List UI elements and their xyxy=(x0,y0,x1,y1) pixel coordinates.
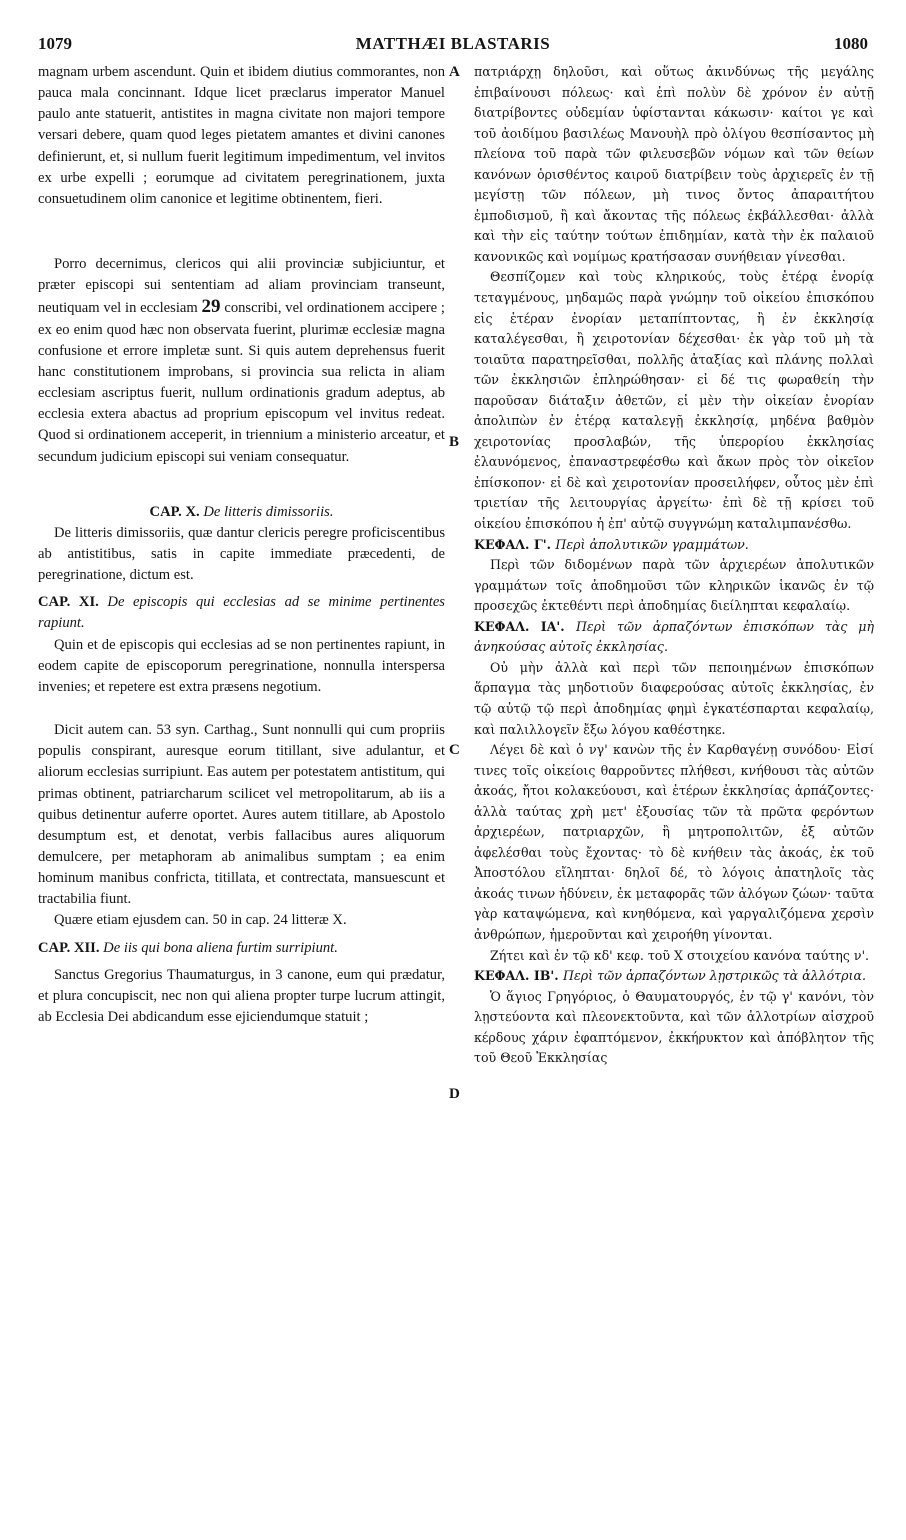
column-number: 29 xyxy=(201,296,221,318)
latin-paragraph-1: magnam urbem ascendunt. Quin et ibidem diutius commorantes, non pauca mala concinnant. Idque licet præclarus imperator Manuel paulo ante statuerit, antistites in magna civitate non majori tempore versari debere, quam quod leges pietatem amantes et divini canones definierunt, et, si nullum fuerit legitimum impedimentum, vel invitos ex urbe expelli ; eorumque ad civitatem peregrinationem, juxta consuetudinem olim canonice et legitime obtinentem, fieri. xyxy=(38,64,445,207)
latin-paragraph-5: Dicit autem can. 53 syn. Carthag., Sunt nonnulli qui cum propriis populis conspirant, auresque eorum titillant, sive adulantur, et aliorum ecclesias surripiunt. Eas autem per potestatem antistitum, qui primas obtinent, patriarcharum scilicet vel metropolitarum, ab iis a quibus detinentur auferre oportet. Aures autem titillare, ab Apostolo desumptum est, et denotat, verbis fallacibus aures aliquorum demulcere, per metaphoram ab animalibus sumptam ; ea enim hominum manibus confricta, titillata, et contrectata, mansuescunt et tractabilia fiunt. xyxy=(38,722,445,908)
page-number-right: 1080 xyxy=(834,34,868,53)
latin-paragraph-6: Quære etiam ejusdem can. 50 in cap. 24 litteræ X. xyxy=(54,912,347,929)
greek-column xyxy=(474,62,874,1520)
chapter-12-heading: CAP. XII. De iis qui bona aliena furtim surripiunt. xyxy=(38,939,338,956)
greek-paragraph-2: Θεσπίζομεν καὶ τοὺς κληρικούς, τοὺς ἑτέρᾳ ἐνορίᾳ τεταγμένους, μηδαμῶς παρὰ γνώμην τοῦ οἰκείου ἐπισκόπου εἰς ἑτέραν ἐνορίαν μεταπίπτοντας, ἢ ἐν ἐκκλησίᾳ καταλέγεσθαι, ἢ χειροτονίαν δέχεσθαι· ἐκ γὰρ τοῦ μὴ τὰ τοιαῦτα παρατηρεῖσθαι, πολλῆς ἀταξίας καὶ πλάνης πολλαὶ τῶν ἐκκλησιῶν ἐπληρώθησαν· εἰ δέ τις φωραθείη τὴν παροῦσαν διάταξιν ἀθετῶν, εἰ μὲν τὴν οἰκείαν ἐνορίαν ἀπολιπὼν ἐν ἑτέρᾳ καταλεγῇ ἐκκλησίᾳ, μηδένα βαθμὸν χειροτονίας προσλαβών, τῆς ὑπερορίου ἐκκλησίας ἐλαυνόμενος, ἐπαναστρεφέσθω καὶ ἄκων πρὸς τὸν οἰκεῖον ἐπίσκοπον· εἰ δὲ καὶ χειροτονίαν προσειλήφεν, οὗτος μὲν ἐπὶ τριετίαν τῆς λειτουργίας ἀργείτω· ἐπὶ δὲ τῇ κρίσει τοῦ οἰκείου ἐπισκόπου ἡ ἐπ' αὐτῷ συγγνώμη καταλιμπανέσθω. xyxy=(474,269,874,532)
greek-paragraph-4: Οὐ μὴν ἀλλὰ καὶ περὶ τῶν πεποιημένων ἐπισκόπων ἅρπαγμα τὰς μηδοτιοῦν διαφερούσας αὐτοῖς ἐκκλησίας, ἐν τῷ αὐτῷ τῷ περὶ ἀποδημίας φημὶ ἐγκατέσπαρται κεφαλαίῳ, καὶ παλιλλογεῖν ἔξω λόγου καθέστηκε. xyxy=(474,659,874,737)
kefalaion-11-heading: ΚΕΦΑΛ. ΙΑ'. Περὶ τῶν ἁρπαζόντων ἐπισκόπων τὰς μὴ ἀνηκούσας αὐτοῖς ἐκκλησίας. xyxy=(474,618,874,655)
latin-paragraph-4: Quin et de episcopis qui ecclesias ad se non pertinentes rapiunt, in eodem capite de episcoporum peregrinatione, nonnulla interspersa invenies; et repetere est extra præsens negotium. xyxy=(38,636,445,695)
greek-paragraph-5: Λέγει δὲ καὶ ὁ νγ' κανὼν τῆς ἐν Καρθαγένῃ συνόδου· Εἰσί τινες τοῖς οἰκείοις θαρροῦντες πλήθεσι, κνήθουσι τὰς αὐτῶν ἀκοάς, ἤτοι κολακεύουσι, καὶ ἑτέρων ἐκκλησίας ἁρπάζοντες· ἀλλὰ ταύτας χρὴ μετ' ἐξουσίας τῶν τὰ πρῶτα φερόντων ἀρχιερέων, πατριαρχῶν, ἢ μητροπολιτῶν, ἐξ αὐτῶν ἀφελέσθαι τοὺς ἔχοντας· τὸ δὲ κνήθειν τὰς ἀκοάς, ἐκ τοῦ Ἀποστόλου εἴληπται· δηλοῖ δέ, τὸ λόγοις ἀπατηλοῖς τὰς ἀκοάς τινων ἡδύνειν, ἐκ μεταφορᾶς τῶν ἀλόγων ζώων· ταῦτα γὰρ καταψώμενα, καὶ κνηθόμενα, καὶ γαργαλιζόμενα χερσὶν ἀνθρώπων, ἡμεροῦνται καὶ χειροήθη γίνονται. xyxy=(474,742,874,942)
margin-letter-d: D xyxy=(449,1086,460,1102)
latin-paragraph-2: Porro decernimus, clericos qui alii provinciæ subjiciuntur, et præter episcopi sui sententiam ad aliam provinciam transeunt, neutiquam vel in ecclesiam 29 conscribi, vel ordinationem accipere ; ex eo enim quod hæc non observata fuerint, plurimæ ecclesiæ magna confusione et errore impletæ sunt. Si quis autem deprehensus fuerit hanc constitutionem improbans, si provincia sua relicta in aliam ecclesiam ascriptus fuerit, nullum ordinationis gradum adeptus, ab ecclesia extera abactus ad proprium episcopum vel invitus redeat. Quod si ordinationem acceperit, in triennium a ministerio arceatur, et secundum judicium episcopi sui veniam consequatur. xyxy=(38,256,445,465)
kefalaion-12-heading: ΚΕΦΑΛ. ΙΒ'. Περὶ τῶν ἁρπαζόντων λῃστρικῶς τὰ ἀλλότρια. xyxy=(474,968,866,984)
greek-paragraph-6: Ζήτει καὶ ἐν τῷ κδ' κεφ. τοῦ Χ στοιχείου κανόνα ταύτης ν'. xyxy=(490,947,870,963)
chapter-10-heading: CAP. X. De litteris dimissoriis. xyxy=(149,503,334,520)
greek-paragraph-3: Περὶ τῶν διδομένων παρὰ τῶν ἀρχιερέων ἀπολυτικῶν γραμμάτων τοῖς ἀποδημοῦσι τῶν κληρικῶν ἱκανῶς ἐν τῷ προσεχῶς ἐκτεθέντι περὶ ἀποδημίας διείληπται κεφαλαίῳ. xyxy=(474,557,874,614)
margin-letter-b: B xyxy=(449,434,460,450)
margin-letter-c: C xyxy=(449,742,460,758)
greek-paragraph-1: πατριάρχῃ δηλοῦσι, καὶ οὕτως ἀκινδύνως τῆς μεγάλης ἐπιβαίνουσι πόλεως· καὶ ἐπὶ πολὺν δὲ χρόνον ἐν αὐτῇ διατρίβοντες οὐδεμίαν ὑφίστανται κάκωσιν· καίτοι γε καὶ τοῦ ἀοιδίμου βασιλέως Μανουὴλ πρὸ ὀλίγου θεσπίσαντος μὴ πλείονα τοῦ παρὰ τῶν φιλευσεβῶν νόμων καὶ τῶν θείων κανόνων ὁρισθέντος καιροῦ διατρίβειν τοὺς ἀρχιερεῖς ἐν τῇ μεγίστῃ τῶν πόλεων, μὴ τινος ὄντος ἀπαραιτήτου ἐμποδισμοῦ, ἢ καὶ ἄκοντας τῆς πόλεως ἐκβάλλεσθαι· ἀλλὰ καὶ τὴν εἰς ταύτην τούτων ἐπιδημίαν, κατὰ τὴν ἐκ παλαιοῦ κανονικῶς καὶ νομίμως κρατήσασαν συνήθειαν γίνεσθαι. xyxy=(474,64,874,264)
latin-paragraph-7: Sanctus Gregorius Thaumaturgus, in 3 canone, eum qui prædatur, et plura concupiscit, nec non qui aliena propter turpe lucrum attingit, ab Ecclesia Dei abdicandum esse ejiciendumque statuit ; xyxy=(38,966,445,1026)
page-number-left: 1079 xyxy=(38,34,72,53)
latin-column xyxy=(38,62,445,1520)
running-title: MATTHÆI BLASTARIS xyxy=(355,34,551,53)
margin-letter-a: A xyxy=(449,64,460,80)
latin-paragraph-3: De litteris dimissoriis, quæ dantur clericis peregre proficiscentibus ab antistitibus, satis in capite immediate præcedenti, de peregrinatione, dictum est. xyxy=(38,524,445,584)
greek-paragraph-7: Ὁ ἅγιος Γρηγόριος, ὁ Θαυματουργός, ἐν τῷ γ' κανόνι, τὸν λῃστεύοντα καὶ πλεονεκτοῦντα, καὶ τῶν ἀλλοτρίων αἰσχροῦ κέρδους χάριν ἐφαπτόμενον, ἐκκήρυκτον καὶ ἀπόβλητον τῆς τοῦ Θεοῦ Ἐκκλησίας xyxy=(474,988,874,1066)
kefalaion-10-heading: ΚΕΦΑΛ. Γ'. Περὶ ἀπολυτικῶν γραμμάτων. xyxy=(474,536,749,552)
chapter-11-heading: CAP. XI. De episcopis qui ecclesias ad se minime pertinentes rapiunt. xyxy=(38,594,445,632)
